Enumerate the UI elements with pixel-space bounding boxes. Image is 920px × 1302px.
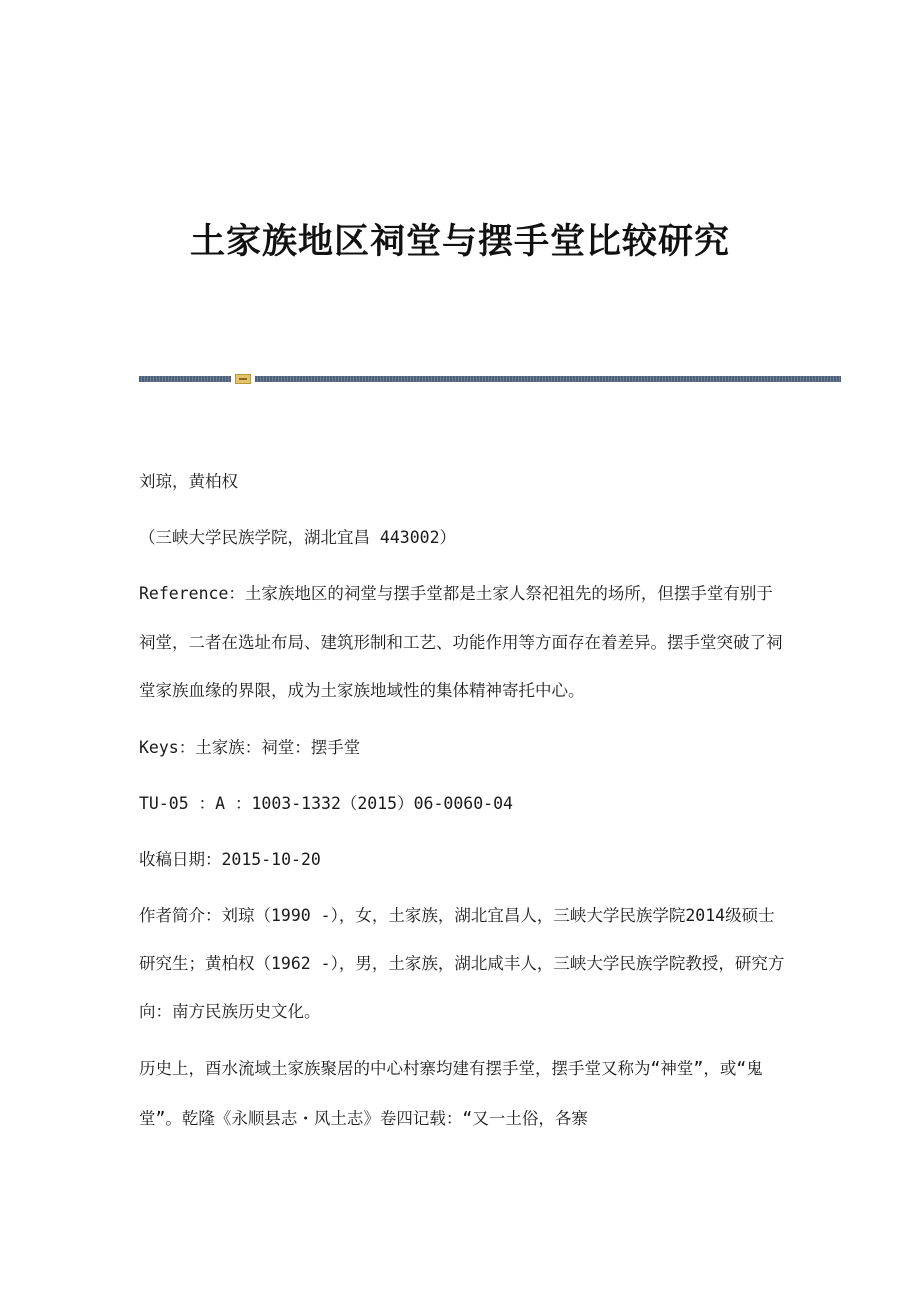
author-bio: 作者简介：刘琼（1990 -），女，土家族，湖北宜昌人，三峡大学民族学院2014级硕士研究生；黄柏权（1962 -），男，土家族，湖北咸丰人，三峡大学民族学院教授，研究方向：南方民族历史文化。 [139,905,785,1021]
abstract: Reference：土家族地区的祠堂与摆手堂都是土家人祭祀祖先的场所，但摆手堂有别于祠堂，二者在选址布局、建筑形制和工艺、功能作用等方面存在着差异。摆手堂突破了祠堂家族血缘的界限，成为土家族地域性的集体精神寄托中心。 [139,584,783,700]
title-divider [139,374,841,384]
classification-number: TU-05 ：A ：1003-1332（2015）06-0060-04 [139,793,513,813]
divider-bar-left [139,376,231,382]
affiliation: （三峡大学民族学院，湖北宜昌 443002） [139,528,457,547]
page-title: 土家族地区祠堂与摆手堂比较研究 [189,222,730,262]
received-date: 收稿日期：2015-10-20 [139,849,321,869]
divider-bar-right [255,376,841,382]
keywords: Keys：土家族：祠堂：摆手堂 [139,737,361,757]
authors: 刘琼，黄柏权 [139,472,238,491]
body-paragraph: 历史上，酉水流域土家族聚居的中心村寨均建有摆手堂，摆手堂又称为“神堂”，或“鬼堂”。乾隆《永顺县志・风土志》卷四记载：“又一土俗，各寨 [139,1058,763,1128]
divider-ornament-icon [235,374,251,384]
paper-content [139,466,789,1168]
